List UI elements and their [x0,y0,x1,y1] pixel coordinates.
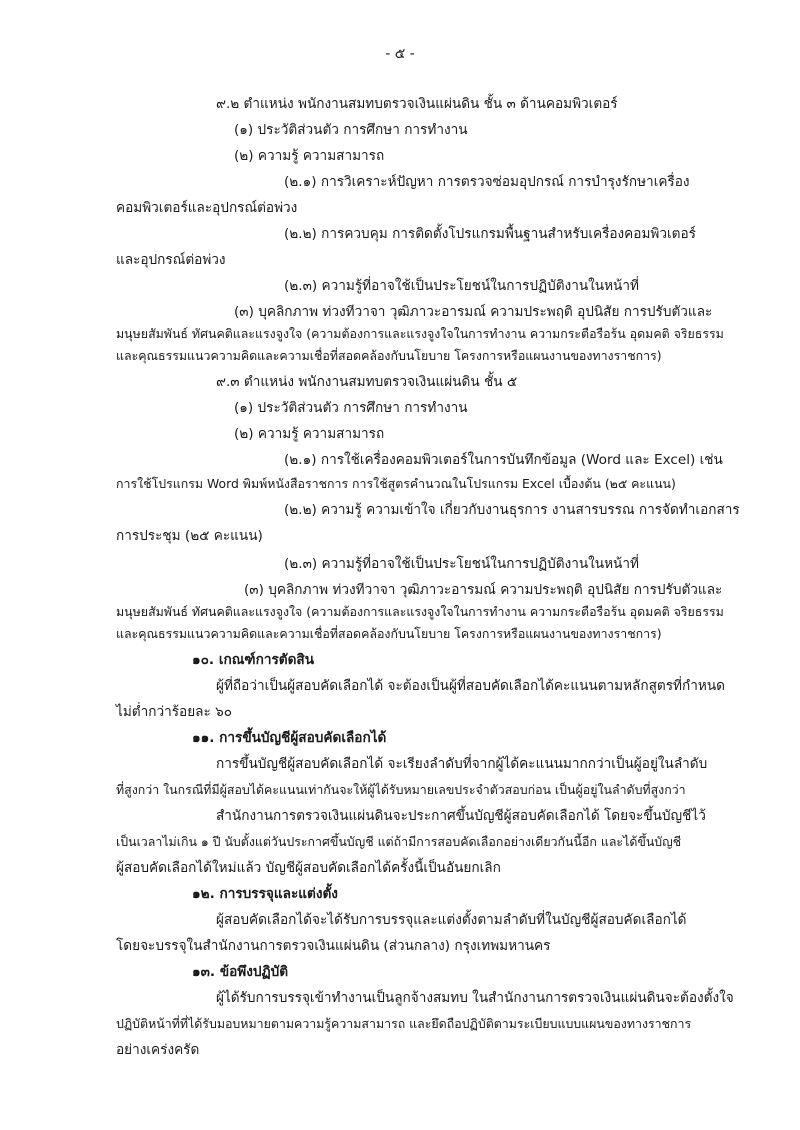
section-9-3-item-2-3: (๒.๓) ความรู้ที่อาจใช้เป็นประโยชน์ในการปฏิบัติงานในหน้าที่ [284,556,639,572]
section-9-2-heading: ๙.๒ ตำแหน่ง พนักงานสมทบตรวจเงินแผ่นดิน ชั้น ๓ ด้านคอมพิวเตอร์ [216,96,618,112]
section-9-2-item-2-3: (๒.๓) ความรู้ที่อาจใช้เป็นประโยชน์ในการปฏิบัติงานในหน้าที่ [284,278,639,294]
section-11-para-2-line-2: เป็นเวลาไม่เกิน ๑ ปี นับตั้งแต่วันประกาศขึ้นบัญชี แต่ถ้ามีการสอบคัดเลือกอย่างเดียวกันนี้อีก และได้ขึ้นบัญชี [116,834,682,849]
section-9-2-item-2-2-line-2: และอุปกรณ์ต่อพ่วง [116,252,226,268]
section-9-3-item-3-line-2: มนุษยสัมพันธ์ ทัศนคติและแรงจูงใจ (ความต้องการและแรงจูงใจในการทำงาน ความกระตือรือร้น อุดมคติ จริยธรรม [116,604,724,619]
section-9-3-item-2-2-line-1: (๒.๒) ความรู้ ความเข้าใจ เกี่ยวกับงานธุรการ งานสารบรรณ การจัดทำเอกสาร [284,502,740,518]
section-12-para-line-2: โดยจะบรรจุในสำนักงานการตรวจเงินแผ่นดิน (ส่วนกลาง) กรุงเทพมหานคร [116,938,551,954]
section-10-heading: ๑๐. เกณฑ์การตัดสิน [192,652,315,668]
section-9-2-item-2-2-line-1: (๒.๒) การควบคุม การติดตั้งโปรแกรมพื้นฐานสำหรับเครื่องคอมพิวเตอร์ [284,226,696,242]
section-9-2-item-3-line-2: มนุษยสัมพันธ์ ทัศนคติและแรงจูงใจ (ความต้องการและแรงจูงใจในการทำงาน ความกระตือรือร้น อุดมคติ จริยธรรม [116,326,724,341]
section-10-para-line-2: ไม่ต่ำกว่าร้อยละ ๖๐ [116,704,233,720]
section-10-para-line-1: ผู้ที่ถือว่าเป็นผู้สอบคัดเลือกได้ จะต้องเป็นผู้ที่สอบคัดเลือกได้คะแนนตามหลักสูตรที่กำหนด [216,678,725,694]
section-11-para-1-line-2: ที่สูงกว่า ในกรณีที่มีผู้สอบได้คะแนนเท่ากันจะให้ผู้ได้รับหมายเลขประจำตัวสอบก่อน เป็นผู้อยู่ในลำดับที่สูงกว่า [116,782,686,797]
section-9-3-item-2: (๒) ความรู้ ความสามารถ [234,426,385,442]
section-11-para-2-line-3: ผู้สอบคัดเลือกได้ใหม่แล้ว บัญชีผู้สอบคัดเลือกได้ครั้งนี้เป็นอันยกเลิก [116,860,501,876]
section-9-3-item-2-1-line-2: การใช้โปรแกรม Word พิมพ์หนังสือราชการ การใช้สูตรคำนวณในโปรแกรม Excel เบื้องต้น (๒๕ คะแนน) [116,476,676,491]
section-9-3-item-3-line-3: และคุณธรรมแนวความคิดและความเชื่อที่สอดคล้องกับนโยบาย โครงการหรือแผนงานของทางราชการ) [116,626,662,641]
section-9-3-item-2-1-line-1: (๒.๑) การใช้เครื่องคอมพิวเตอร์ในการบันทึกข้อมูล (Word และ Excel) เช่น [284,452,723,468]
section-11-para-1-line-1: การขึ้นบัญชีผู้สอบคัดเลือกได้ จะเรียงลำดับที่จากผู้ได้คะแนนมากกว่าเป็นผู้อยู่ในลำดับ [216,756,708,772]
section-9-2-item-2-1-line-2: คอมพิวเตอร์และอุปกรณ์ต่อพ่วง [116,200,298,216]
section-13-para-line-1: ผู้ได้รับการบรรจุเข้าทำงานเป็นลูกจ้างสมทบ ในสำนักงานการตรวจเงินแผ่นดินจะต้องตั้งใจ [216,990,734,1006]
section-13-para-line-3: อย่างเคร่งครัด [116,1042,200,1058]
section-9-3-item-2-2-line-2: การประชุม (๒๕ คะแนน) [116,528,263,544]
section-9-2-item-2: (๒) ความรู้ ความสามารถ [234,148,385,164]
section-9-2-item-3-line-1: (๓) บุคลิกภาพ ท่วงทีวาจา วุฒิภาวะอารมณ์ ความประพฤติ อุปนิสัย การปรับตัวและ [234,304,713,320]
section-13-heading: ๑๓. ข้อพึงปฏิบัติ [192,964,289,980]
page-number: - ๕ - [385,46,415,62]
section-12-para-line-1: ผู้สอบคัดเลือกได้จะได้รับการบรรจุและแต่งตั้งตามลำดับที่ในบัญชีผู้สอบคัดเลือกได้ [216,912,687,928]
section-12-heading: ๑๒. การบรรจุและแต่งตั้ง [192,886,338,902]
section-9-2-item-3-line-3: และคุณธรรมแนวความคิดและความเชื่อที่สอดคล้องกับนโยบาย โครงการหรือแผนงานของทางราชการ) [116,348,662,363]
section-9-2-item-1: (๑) ประวัติส่วนตัว การศึกษา การทำงาน [234,122,468,138]
section-9-2-item-2-1-line-1: (๒.๑) การวิเคราะห์ปัญหา การตรวจซ่อมอุปกรณ์ การบำรุงรักษาเครื่อง [284,174,690,190]
section-13-para-line-2: ปฏิบัติหน้าที่ที่ได้รับมอบหมายตามความรู้ความสามารถ และยึดถือปฏิบัติตามระเบียบแบบแผนของทางราชการ [116,1016,692,1031]
section-9-3-item-1: (๑) ประวัติส่วนตัว การศึกษา การทำงาน [234,400,468,416]
section-9-3-heading: ๙.๓ ตำแหน่ง พนักงานสมทบตรวจเงินแผ่นดิน ชั้น ๕ [216,374,518,390]
section-11-para-2-line-1: สำนักงานการตรวจเงินแผ่นดินจะประกาศขึ้นบัญชีผู้สอบคัดเลือกได้ โดยจะขึ้นบัญชีไว้ [216,808,706,824]
section-9-3-item-3-line-1: (๓) บุคลิกภาพ ท่วงทีวาจา วุฒิภาวะอารมณ์ ความประพฤติ อุปนิสัย การปรับตัวและ [244,582,723,598]
section-11-heading: ๑๑. การขึ้นบัญชีผู้สอบคัดเลือกได้ [192,730,387,746]
